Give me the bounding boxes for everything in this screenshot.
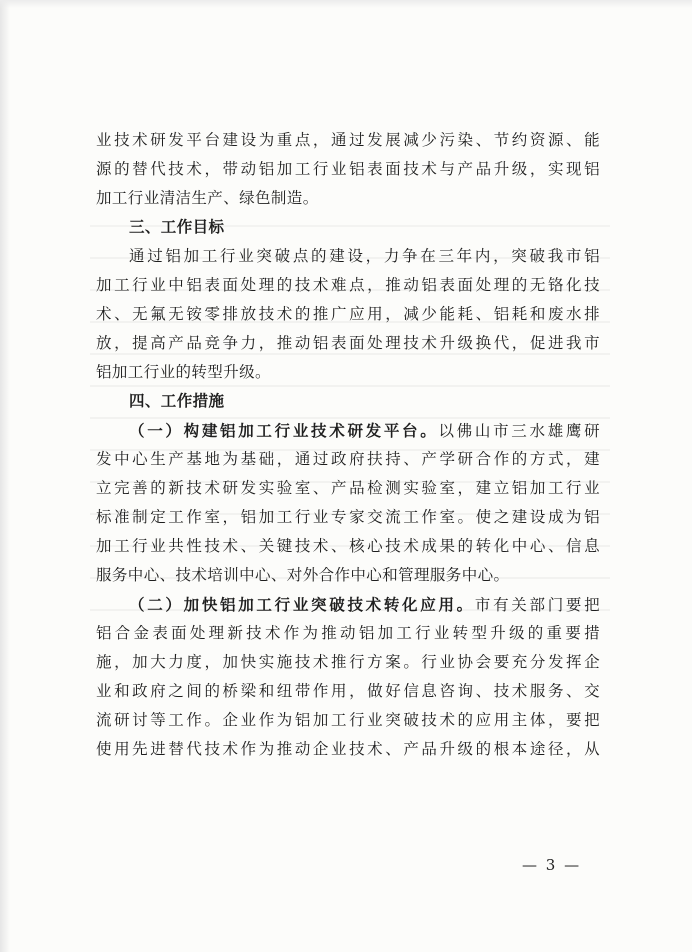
section-heading: 四、工作措施 xyxy=(129,392,225,410)
paragraph-line: 放，提高产品竞争力，推动铝表面处理技术升级换代，促进我市 xyxy=(96,334,600,352)
subsection-heading: （一）构建铝加工行业技术研发平台。 xyxy=(129,421,439,440)
paragraph-line xyxy=(96,590,600,619)
paragraph-line: 加工行业清洁生产、绿色制造。 xyxy=(96,189,319,207)
paragraph-text: 市有关部门要把 xyxy=(474,596,600,614)
paragraph-text: 以佛山市三水雄鹰研 xyxy=(438,422,600,440)
paragraph-line: 立完善的新技术研发实验室、产品检测实验室，建立铝加工行业 xyxy=(96,479,600,497)
scan-edge-top xyxy=(0,0,692,8)
paragraph-line: 通过铝加工行业突破点的建设，力争在三年内，突破我市铝 xyxy=(129,247,600,265)
paragraph-line: 施，加大力度，加快实施技术推行方案。行业协会要充分发挥企 xyxy=(96,653,600,671)
paragraph-line: 发中心生产基地为基础，通过政府扶持、产学研合作的方式，建 xyxy=(96,450,600,468)
paragraph-line: 铝合金表面处理新技术作为推动铝加工行业转型升级的重要措 xyxy=(96,624,600,642)
paragraph-line: 业技术研发平台建设为重点，通过发展减少污染、节约资源、能 xyxy=(96,131,600,149)
paragraph-line: 加工行业中铝表面处理的技术难点，推动铝表面处理的无铬化技 xyxy=(96,276,600,294)
paragraph-line: 术、无氟无铵零排放技术的推广应用，减少能耗、铝耗和废水排 xyxy=(96,305,600,323)
document-body xyxy=(96,126,600,764)
paragraph-line: 业和政府之间的桥梁和纽带作用，做好信息咨询、技术服务、交 xyxy=(96,682,600,700)
paragraph-line: 流研讨等工作。企业作为铝加工行业突破技术的应用主体，要把 xyxy=(96,711,600,729)
scan-edge-left xyxy=(0,0,10,952)
paragraph-line: 标准制定工作室，铝加工行业专家交流工作室。使之建设成为铝 xyxy=(96,508,600,526)
paragraph-line: 服务中心、技术培训中心、对外合作中心和管理服务中心。 xyxy=(96,566,510,584)
paragraph-line xyxy=(96,416,600,445)
paragraph-line: 源的替代技术，带动铝加工行业铝表面技术与产品升级，实现铝 xyxy=(96,160,600,178)
paragraph-line: 铝加工行业的转型升级。 xyxy=(96,363,271,381)
page-number: — 3 — xyxy=(522,856,582,874)
paragraph-line: 使用先进替代技术作为推动企业技术、产品升级的根本途径，从 xyxy=(96,740,600,758)
paragraph-line: 加工行业共性技术、关键技术、核心技术成果的转化中心、信息 xyxy=(96,537,600,555)
subsection-heading: （二）加快铝加工行业突破技术转化应用。 xyxy=(129,595,475,614)
section-heading: 三、工作目标 xyxy=(129,218,225,236)
